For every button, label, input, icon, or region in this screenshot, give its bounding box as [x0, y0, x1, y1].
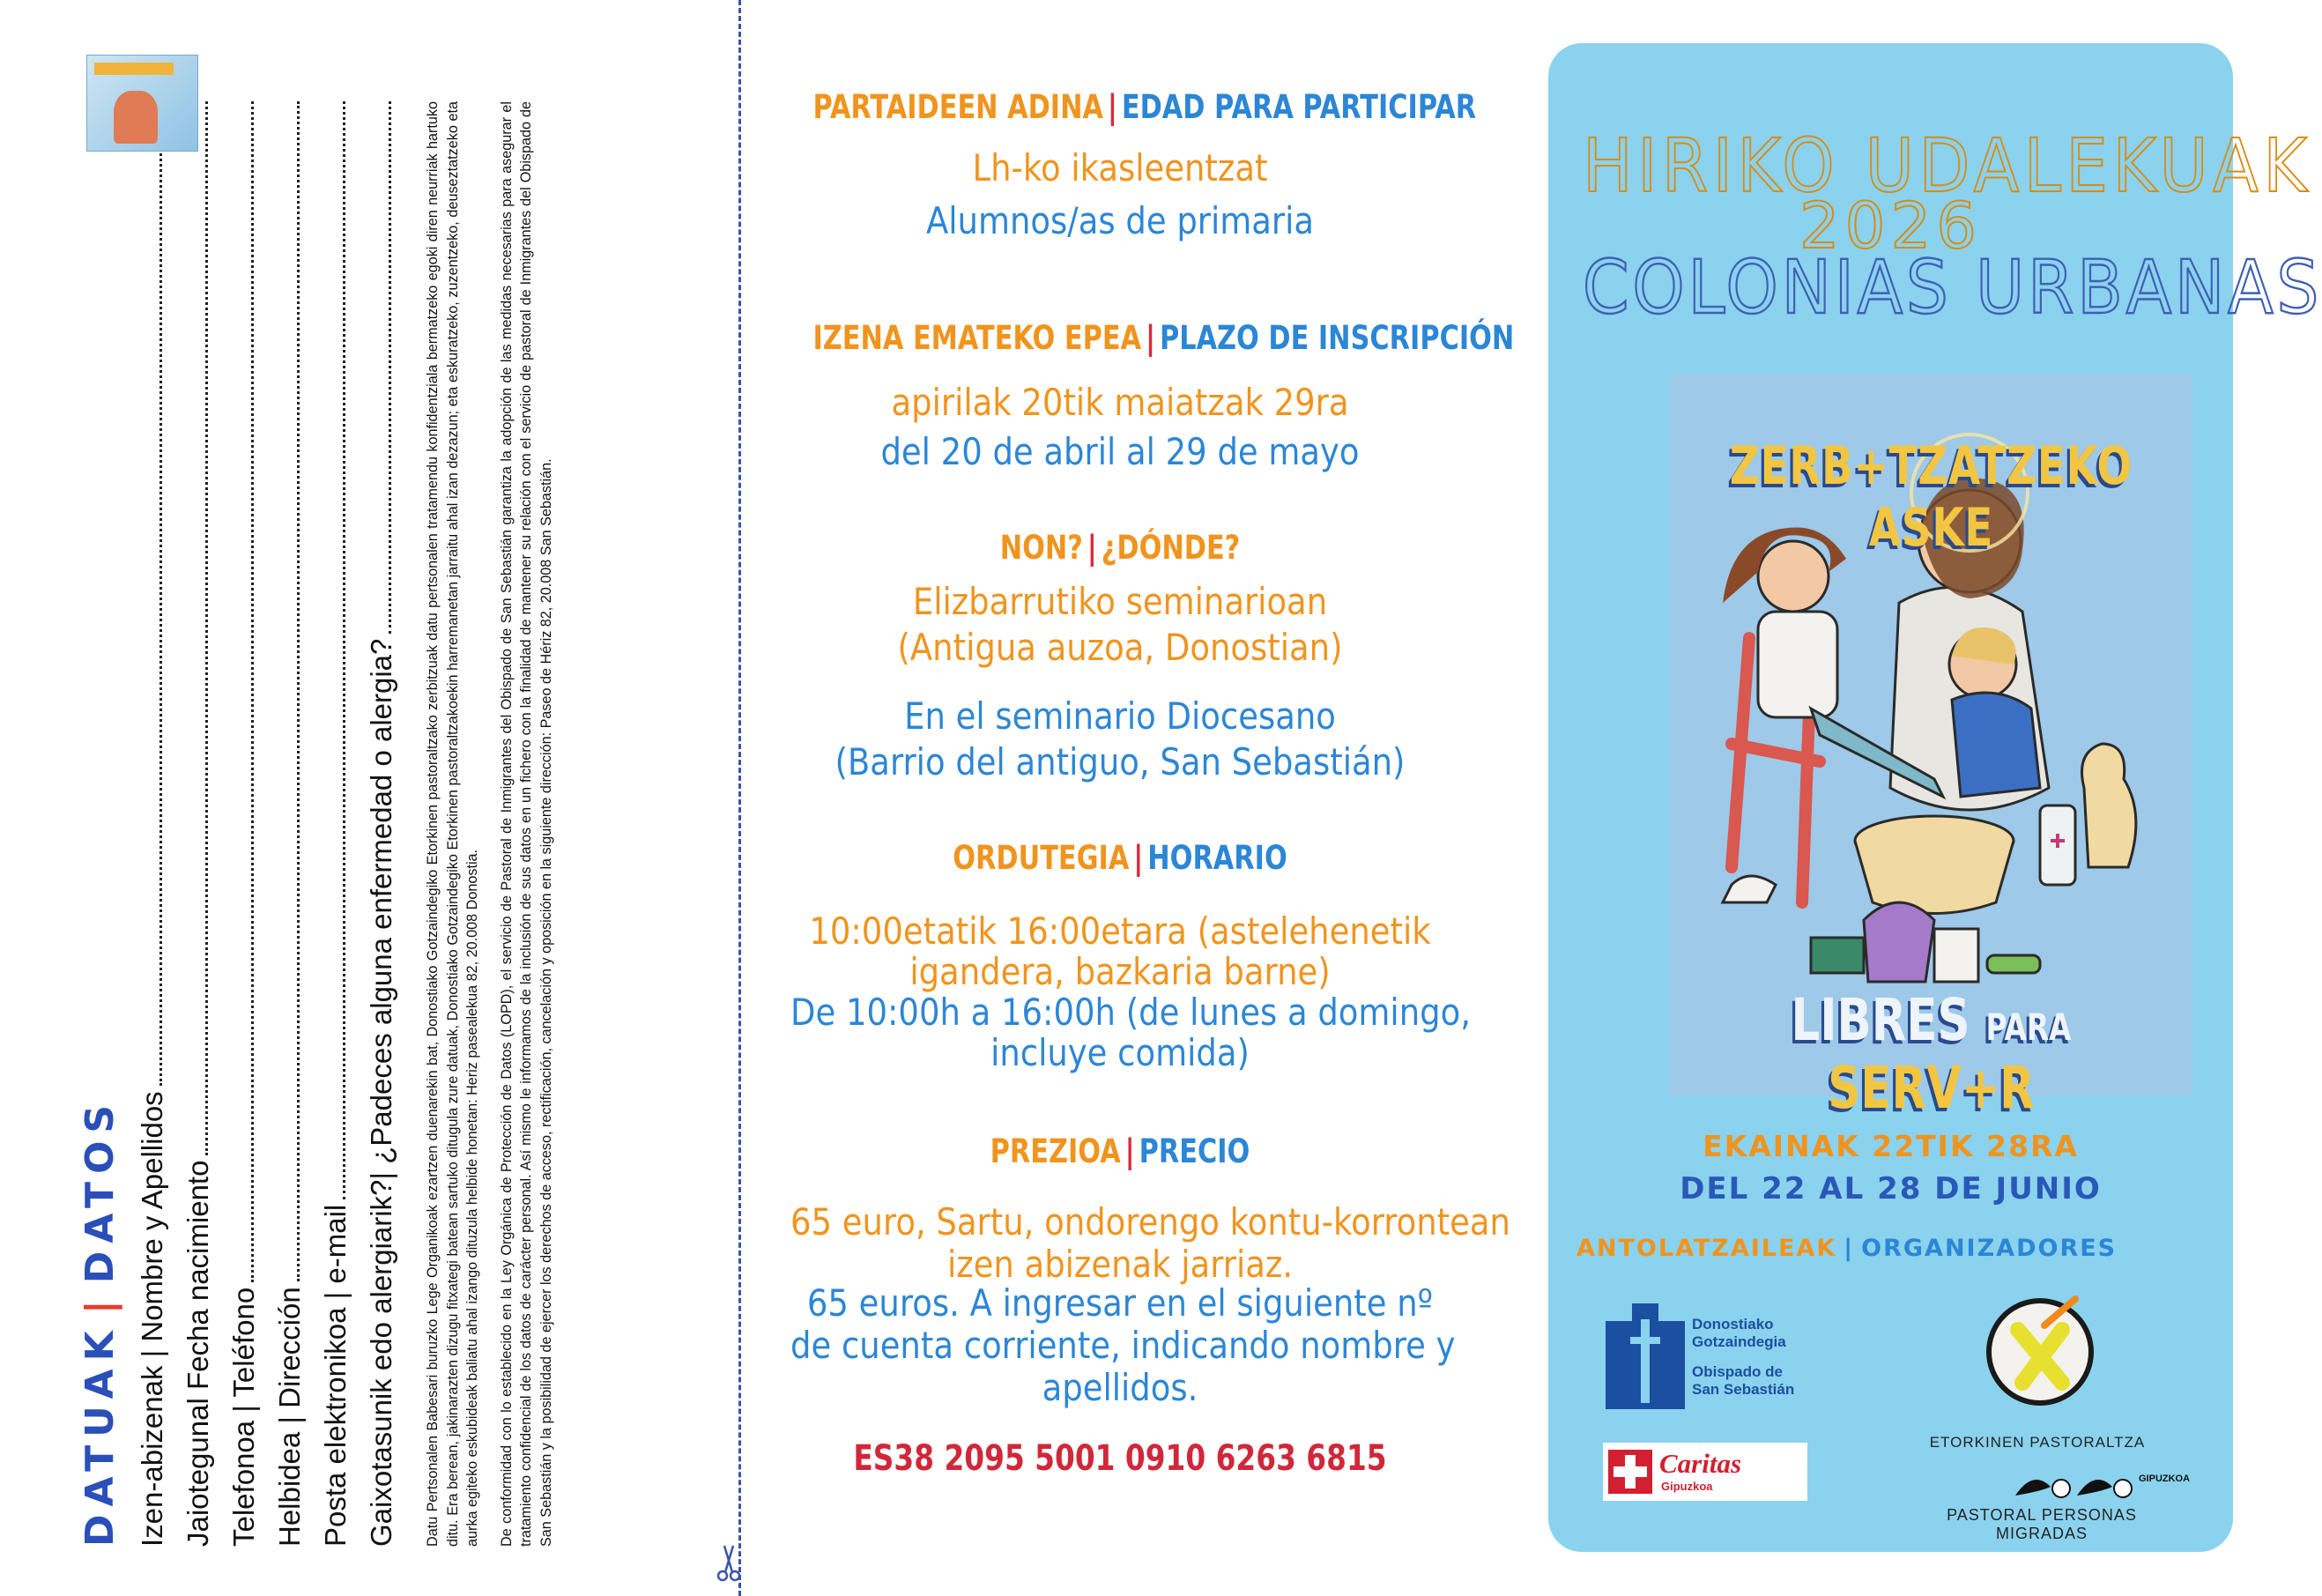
price-heading-eu: PREZIOA: [990, 1132, 1121, 1170]
age-heading: [812, 88, 1477, 126]
organizers-heading-es: ORGANIZADORES: [1861, 1235, 2118, 1262]
scissors-icon: [716, 1542, 742, 1582]
schedule-es-line-2: incluye comida): [990, 1031, 1250, 1074]
caritas-name: Caritas: [1659, 1448, 1742, 1479]
schedule-heading: [813, 839, 1428, 877]
location-eu-line-2: (Antigua auzoa, Donostian): [897, 626, 1343, 669]
motto-eu: ZERB+TZATZEKO ASKE: [1729, 435, 2133, 559]
heading-separator: |: [1124, 1132, 1135, 1170]
organizers-heading: [1576, 1235, 2117, 1262]
registration-dates-es: del 20 de abril al 29 de mayo: [880, 430, 1360, 473]
privacy-notice: [423, 101, 570, 1547]
thumbnail-title: [94, 63, 174, 75]
age-text-eu: Lh-ko ikasleentzat: [972, 146, 1268, 189]
poster-illustration: [1670, 374, 2192, 1122]
age-heading-es: EDAD PARA PARTICIPAR: [1121, 88, 1477, 126]
pastoral-logo: [1983, 1295, 2097, 1409]
field-address[interactable]: [273, 101, 307, 1547]
field-email-line[interactable]: [342, 101, 345, 1199]
privacy-text-eu: Datu Pertsonalen Babesari buruzko Lege Organikoak ezartzen duenarekin bat, Donostiako Gotzaindegiko Etorkinen pastoraltzako zerbitzuak datu pertsonalen tratamendu konfidentziala bermatzeko egoki diren neurriak hartuko ditu. Era berean, jakinarazten dizugu fitxategi batean sartuko ditugula zure datuak, Donostiako Gotzaindegiko Etorkinen pastoraltzakoekin harremanetan jarraitu ahal izan dezazun; eta eskuratzeko, zuzentzeko, deuseztatzeko eta aurka egiteko eskubideak baliatu ahal izango dituzula helbide honetan: Heriz pasealekua 82, 20.008 Donostia.: [425, 101, 480, 1547]
registration-form-panel: [0, 0, 740, 1596]
registration-dates-eu: apirilak 20tik maiatzak 29ra: [891, 381, 1349, 424]
caritas-cross-icon: [1608, 1450, 1652, 1494]
camp-dates-eu: EKAINAK 22TIK 28RA: [1703, 1129, 2079, 1163]
price-heading-es: PRECIO: [1139, 1132, 1250, 1170]
cover-year: 2026: [1799, 189, 1983, 263]
obispado-logo-mark: [1606, 1303, 1685, 1409]
location-eu-line-1: Elizbarrutiko seminarioan: [912, 580, 1328, 623]
field-address-line[interactable]: [296, 101, 300, 1281]
field-allergy-label: Gaixotasunik edo alergiarik?| ¿Padeces alguna enfermedad o alergia?: [365, 638, 397, 1547]
swallows-logo: [2007, 1460, 2191, 1513]
schedule-eu-line-2: igandera, bazkaria barne): [909, 950, 1331, 993]
location-es-line-1: En el seminario Diocesano: [904, 694, 1336, 738]
obispado-eu-line-1: Donostiako: [1692, 1316, 1774, 1332]
obispado-es-line-1: Obispado de: [1692, 1363, 1783, 1380]
obispado-logo: [1606, 1303, 1835, 1409]
price-heading: [813, 1132, 1428, 1170]
location-heading-eu: NON?: [999, 529, 1083, 567]
field-birthdate-line[interactable]: [204, 101, 208, 1155]
cover-title-eu: HIRIKO UDALEKUAK: [1582, 122, 2312, 209]
field-address-label: Helbidea | Dirección: [273, 1287, 306, 1547]
privacy-text-es: De conformidad con lo establecido en la Ley Orgánica de Protección de Datos (LOPD), el servicio de Pastoral de Inmigrantes del Obispado de San Sebastián garantiza la adopción de las medidas necesarias para asegurar el tratamiento confidencial de los datos de carácter personal. Así mismo le informamos de la inclusión de sus datos en un fichero con la finalidad de mantener su relación con el servicio de pastoral de Inmigrantes del Obispado de San Sebastián y la posibilidad de ejercer los derechos de acceso, rectificación, cancelación y oposición en la siguiente dirección: Paseo de Hériz 82, 20.008 San Sebastián.: [498, 101, 554, 1547]
obispado-eu-line-2: Gotzaindegia: [1692, 1333, 1786, 1350]
heading-separator: |: [1844, 1235, 1855, 1262]
age-text-es: Alumnos/as de primaria: [925, 199, 1315, 242]
field-phone-line[interactable]: [250, 101, 254, 1282]
field-phone[interactable]: [227, 101, 261, 1547]
thumbnail-figure: [114, 91, 158, 144]
organizers-heading-eu: ANTOLATZAILEAK: [1576, 1235, 1837, 1262]
obispado-name-eu: [1692, 1316, 1786, 1351]
price-eu-line-1: 65 euro, Sartu, ondorengo kontu-korrontean: [790, 1200, 1510, 1243]
location-heading: [813, 529, 1428, 567]
price-eu-line-2: izen abizenak jarriaz.: [946, 1243, 1294, 1286]
poster-thumbnail: [86, 55, 198, 152]
bank-account-number: ES38 2095 5001 0910 6263 6815: [853, 1438, 1387, 1479]
field-phone-label: Telefonoa | Teléfono: [227, 1287, 260, 1547]
field-name-line[interactable]: [159, 101, 162, 1086]
field-email-label: Posta elektronikoa | e-mail: [319, 1204, 352, 1547]
form-title: [78, 1097, 122, 1547]
rotated-form: [78, 101, 659, 1547]
registration-heading-eu: IZENA EMATEKO EPEA: [812, 319, 1142, 357]
motto-es-word-1: LIBRES: [1791, 986, 1970, 1054]
price-es-line-3: apellidos.: [1042, 1366, 1198, 1409]
form-title-eu: DATUAK: [78, 1323, 122, 1547]
field-email[interactable]: [319, 101, 352, 1547]
age-heading-eu: PARTAIDEEN ADINA: [812, 88, 1103, 126]
motto-es-word-2: PARA: [1985, 1006, 2072, 1049]
pastoral-label-eu: ETORKINEN PASTORALTZA: [1929, 1434, 2146, 1451]
heading-separator: |: [1133, 839, 1144, 877]
location-heading-es: ¿DÓNDE?: [1101, 529, 1241, 567]
cover-title-es: COLONIAS URBANAS: [1582, 244, 2322, 330]
heading-separator: |: [1107, 88, 1117, 126]
pastoral-label-es: PASTORAL PERSONAS MIGRADAS: [1947, 1506, 2137, 1542]
registration-heading: [812, 319, 1515, 357]
title-separator: |: [78, 1292, 122, 1315]
schedule-eu-line-1: 10:00etatik 16:00etara (astelehenetik: [809, 909, 1431, 953]
obispado-name-es: [1692, 1363, 1794, 1399]
heading-separator: |: [1087, 529, 1097, 567]
cut-line: [738, 0, 741, 1596]
field-name-label: Izen-abizenak | Nombre y Apellidos: [136, 1091, 168, 1547]
motto-es-word-3: SERV+R: [1828, 1054, 2035, 1122]
price-es-line-2: de cuenta corriente, indicando nombre y: [790, 1324, 1456, 1367]
schedule-es-line-1: De 10:00h a 16:00h (de lunes a domingo,: [790, 991, 1471, 1034]
field-allergy[interactable]: [365, 101, 398, 1547]
camp-dates-es: DEL 22 AL 28 DE JUNIO: [1680, 1171, 2102, 1206]
caritas-logo: [1603, 1443, 1807, 1501]
obispado-es-line-2: San Sebastián: [1692, 1381, 1795, 1398]
registration-heading-es: PLAZO DE INSCRIPCIÓN: [1160, 319, 1515, 357]
price-es-line-1: 65 euros. A ingresar en el siguiente nº: [806, 1281, 1434, 1325]
field-name[interactable]: [136, 101, 169, 1547]
caritas-subtitle: Gipuzkoa: [1661, 1480, 1713, 1493]
field-birthdate[interactable]: [182, 101, 215, 1547]
cover-panel: [1548, 43, 2322, 1552]
pastoral-gipuzkoa-label: GIPUZKOA: [2139, 1474, 2191, 1484]
info-panel: [746, 0, 1515, 1596]
form-title-es: DATOS: [78, 1096, 122, 1284]
field-allergy-line[interactable]: [388, 101, 391, 634]
field-birthdate-label: Jaiotegunal Fecha nacimiento: [182, 1160, 214, 1547]
heading-separator: |: [1146, 319, 1156, 357]
location-es-line-2: (Barrio del antiguo, San Sebastián): [835, 740, 1406, 783]
motto-es: [1727, 986, 2135, 1122]
schedule-heading-es: HORARIO: [1147, 839, 1287, 877]
schedule-heading-eu: ORDUTEGIA: [953, 839, 1130, 877]
